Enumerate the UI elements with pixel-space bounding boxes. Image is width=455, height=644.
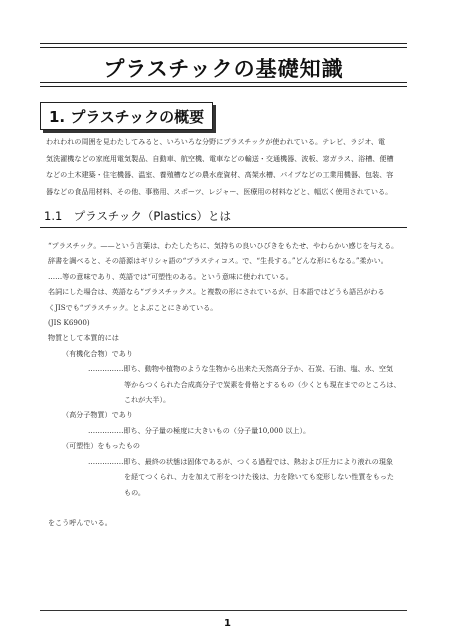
body-line: (JIS K6900) [48, 318, 90, 328]
body-line: （有機化合物）であり [62, 348, 133, 358]
body-line: もの。 [124, 487, 145, 497]
body-line: ……………即ち、最終の状態は固体であるが、つくる過程では、熱および圧力により液れの現象 [88, 456, 394, 466]
section1-heading: 1. プラスチックの概要 [49, 108, 205, 126]
section2-body [48, 238, 410, 531]
title-block [40, 43, 407, 87]
body-line: 名詞にした場合は、英語なら“プラスチックス。と複数の形にされているが、日本語ではどうも語呂がわる [48, 287, 385, 297]
body-line [48, 500, 410, 515]
section2-heading: 1.1 プラスチック（Plastics）とは [44, 209, 232, 223]
paragraph-line: 気洗濯機などの家庭用電気製品、自動車、航空機、電車などの輸送・交通機器、波板、窓ガラス、浴槽、便槽 [46, 153, 394, 163]
section2-rule [40, 227, 407, 228]
body-line: を経てつくられ、力を加えて形をつけた後は、力を除いても変形しない性質をもった [124, 472, 394, 482]
body-line: 物質として本質的には [48, 333, 119, 343]
body-line: 等からつくられた合成高分子で炭素を骨格とするもの（少くとも現在までのところは、 [124, 379, 401, 389]
section1-paragraph [46, 134, 407, 200]
body-line: ……………即ち、動物や植物のような生物から出来た天然高分子か、石炭、石油、塩、水、空気 [88, 364, 394, 374]
footer-rule [40, 610, 407, 611]
body-line: （可塑性）をもったもの [62, 441, 141, 451]
body-line: 辞書を調べると、その語源はギリシャ語の“プラスティコス。で、“生長する。”どんな形にもなる。”柔かい。 [48, 256, 388, 266]
body-line: これが大半）。 [124, 395, 171, 405]
page-number: 1 [224, 618, 231, 629]
body-line: ……………即ち、分子量の極度に大きいもの（分子量10,000 以上）。 [88, 425, 311, 435]
title-rule-bottom-inner [40, 82, 407, 83]
paragraph-line: などの土木建築・住宅機器、温室、養殖槽などの農水産資材、高架水槽、パイプなどの工業用機器、包装、容 [46, 170, 394, 179]
paragraph-line: われわれの周囲を見わたしてみると、いろいろな分野にプラスチックが使われている。テレビ、ラジオ、電 [46, 137, 386, 146]
section1-heading-box [40, 102, 213, 130]
body-line: をこう呼んでいる。 [48, 518, 112, 528]
page-title: プラスチックの基礎知識 [103, 57, 344, 81]
body-line: くJISでも“プラスチック。とよぶことにきめている。 [48, 302, 218, 312]
title-rule-bottom-outer [40, 86, 407, 87]
body-line: （高分子物質）であり [62, 410, 133, 420]
paragraph-line: 器などの食品用材料、その他、事務用、スポーツ、レジャー、医療用の材料などと、幅広く使用されている。 [46, 186, 393, 196]
body-line: ……等の意味であり、英語では“可塑性のある。という意味に使われている。 [48, 271, 293, 281]
body-line: “プラスチック。——という言葉は、わたしたちに、気持ちの良いひびきをもたせ、やわらかい感じを与える。 [48, 241, 399, 250]
